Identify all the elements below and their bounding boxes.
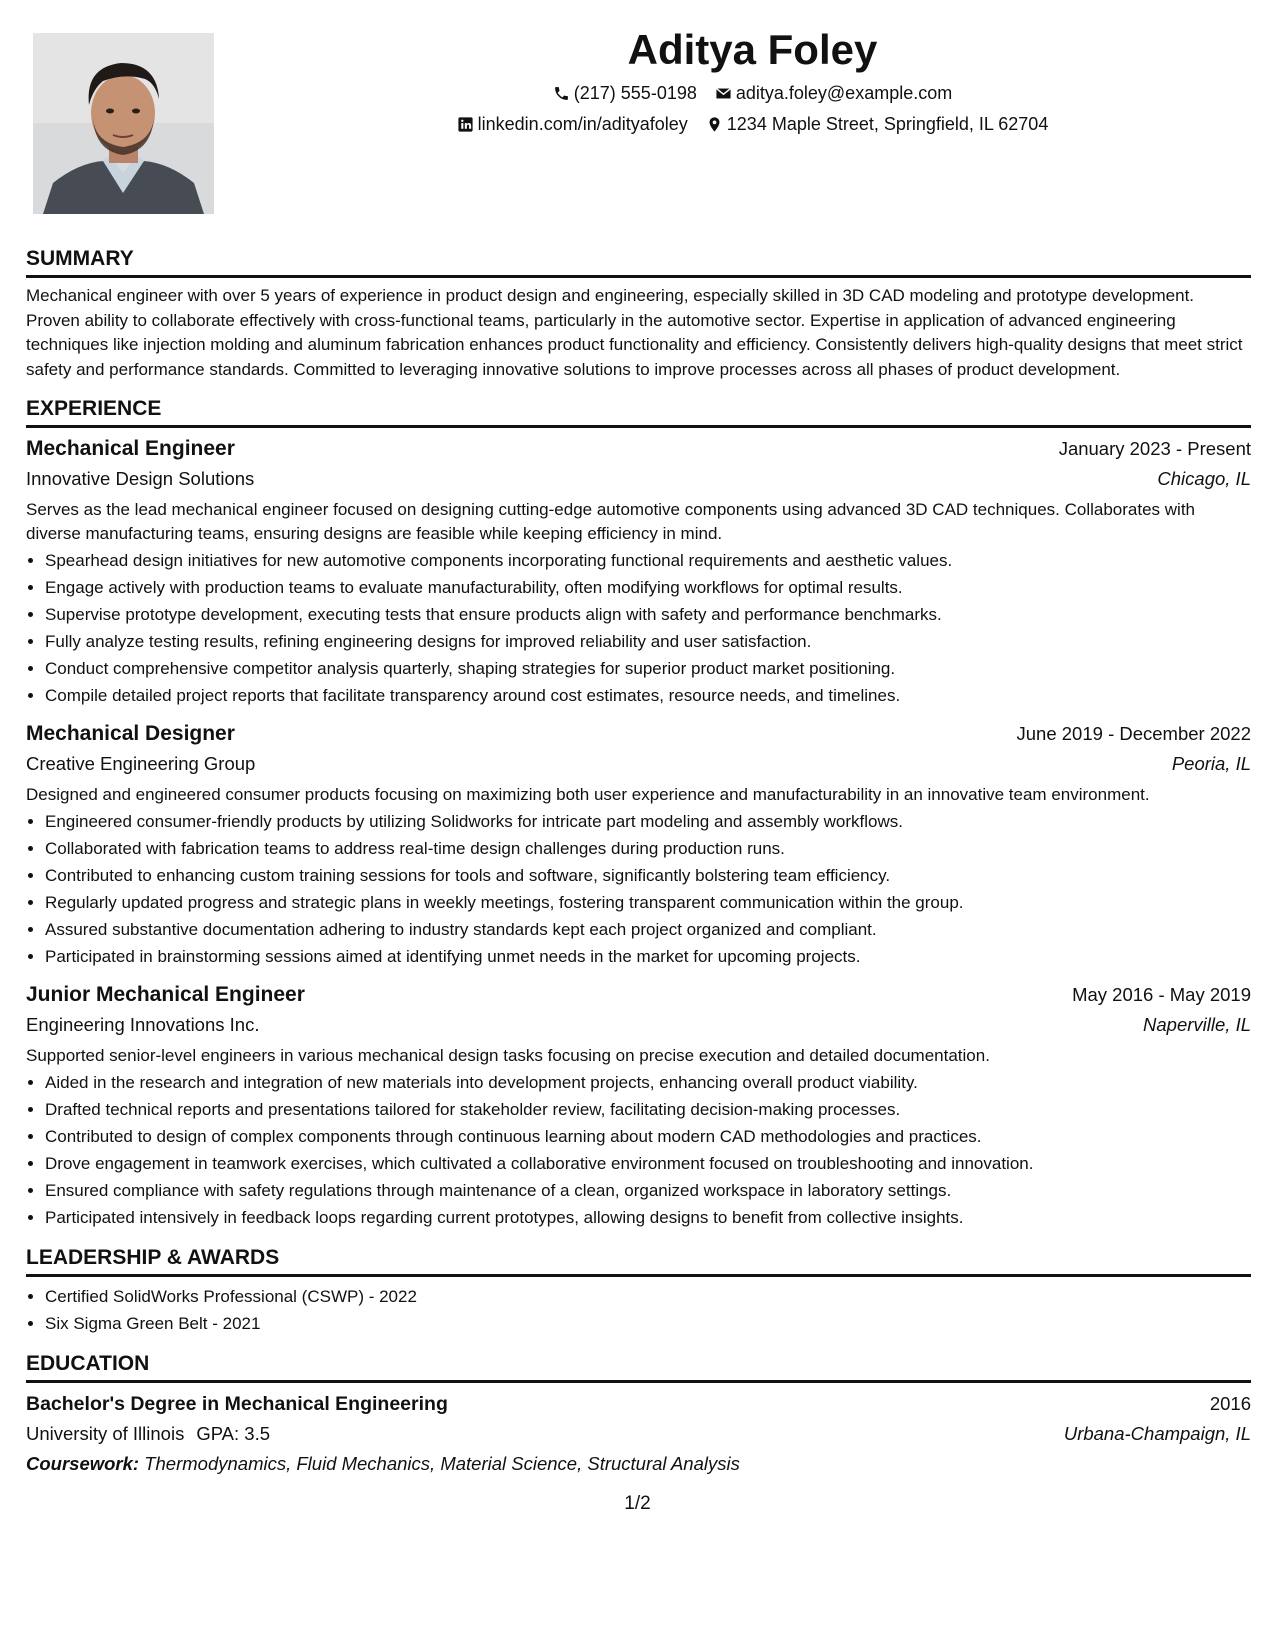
contact-address xyxy=(706,109,1049,140)
job-description: Designed and engineered consumer products focusing on maximizing both user experience and manufacturability in an innovative team environment. xyxy=(26,785,1150,804)
summary-section xyxy=(26,246,1251,382)
email-text[interactable]: aditya.foley@example.com xyxy=(735,83,953,103)
map-pin-icon xyxy=(706,116,723,133)
experience-section xyxy=(26,396,1251,1231)
linkedin-text[interactable]: linkedin.com/in/adityafoley xyxy=(477,114,688,134)
list-item: • Conduct comprehensive competitor analysis quarterly, shaping strategies for superior product market positioning. xyxy=(45,655,1251,682)
coursework-text: Thermodynamics, Fluid Mechanics, Material Science, Structural Analysis xyxy=(144,1453,740,1474)
list-item: • Aided in the research and integration of new materials into development projects, enhancing overall product viability. xyxy=(45,1069,1251,1096)
portrait-image xyxy=(33,33,214,214)
candidate-name: Aditya Foley xyxy=(627,26,878,73)
list-item: • Supervise prototype development, executing tests that ensure products align with safety and performance benchmarks. xyxy=(45,601,1251,628)
resume-content xyxy=(26,246,1251,1493)
list-item: • Participated intensively in feedback loops regarding current prototypes, allowing designs to benefit from collective insights. xyxy=(45,1204,1251,1231)
coursework-line xyxy=(26,1449,1251,1479)
job-company: Creative Engineering Group xyxy=(26,753,256,774)
job-location: Naperville, IL xyxy=(1143,1014,1251,1035)
job-bullets xyxy=(26,547,1251,709)
job-date: January 2023 - Present xyxy=(1058,438,1251,459)
profile-photo xyxy=(33,33,214,214)
list-item: • Fully analyze testing results, refining engineering designs for improved reliability and user satisfaction. xyxy=(45,628,1251,655)
list-item: • Assured substantive documentation adhering to industry standards kept each project organized and compliant. xyxy=(45,916,1251,943)
list-item: • Ensured compliance with safety regulations through maintenance of a clean, organized workspace in laboratory settings. xyxy=(45,1177,1251,1204)
list-item: • Engineered consumer-friendly products by utilizing Solidworks for intricate part modeling and assembly workflows. xyxy=(45,808,1251,835)
experience-heading: EXPERIENCE xyxy=(26,396,1251,428)
graduation-year: 2016 xyxy=(1209,1393,1251,1414)
summary-text: Mechanical engineer with over 5 years of experience in product design and engineering, especially skilled in 3D CAD modeling and prototype development. Proven ability to collaborate effectively with cross-functional teams, particularly in the automotive sector. Expertise in application of advanced engineering techniques like injection molding and aluminum fabrication enhances product functionality and efficiency. Consistently delivers high-quality designs that meet strict safety and performance standards. Committed to leveraging innovative solutions to improve processes across all phases of product development. xyxy=(26,286,1243,379)
coursework-label: Coursework: xyxy=(26,1453,140,1474)
list-item: • Drafted technical reports and presentations tailored for stakeholder review, facilitating decision-making processes. xyxy=(45,1096,1251,1123)
awards-list xyxy=(26,1283,1251,1337)
job-location: Peoria, IL xyxy=(1171,753,1251,774)
contact-line-2 xyxy=(230,109,1275,140)
contact-email[interactable] xyxy=(715,78,952,109)
page-number: 1/2 xyxy=(624,1493,651,1514)
job-entry xyxy=(26,434,1251,709)
list-item: • Regularly updated progress and strategic plans in weekly meetings, fostering transparent communication within the group. xyxy=(45,889,1251,916)
job-company: Innovative Design Solutions xyxy=(26,468,255,489)
degree-title: Bachelor's Degree in Mechanical Engineering xyxy=(26,1393,448,1415)
list-item: • Compile detailed project reports that facilitate transparency around cost estimates, resource needs, and timelines. xyxy=(45,682,1251,709)
list-item: • Certified SolidWorks Professional (CSWP) - 2022 xyxy=(45,1283,1251,1310)
phone-icon xyxy=(553,85,570,102)
education-heading: EDUCATION xyxy=(26,1351,1251,1383)
envelope-icon xyxy=(715,85,732,102)
job-entry xyxy=(26,980,1251,1231)
contact-linkedin[interactable] xyxy=(457,109,688,140)
job-location: Chicago, IL xyxy=(1157,468,1251,489)
phone-text: (217) 555-0198 xyxy=(573,83,697,103)
resume-header xyxy=(230,22,1275,140)
job-title: Mechanical Designer xyxy=(26,722,235,745)
awards-heading: LEADERSHIP & AWARDS xyxy=(26,1245,1251,1277)
job-bullets xyxy=(26,808,1251,970)
job-title: Junior Mechanical Engineer xyxy=(26,983,305,1006)
contact-phone xyxy=(553,78,697,109)
job-description: Supported senior-level engineers in various mechanical design tasks focusing on precise execution and detailed documentation. xyxy=(26,1046,990,1065)
school-name: University of Illinois xyxy=(26,1423,185,1444)
job-bullets xyxy=(26,1069,1251,1231)
list-item: • Contributed to design of complex components through continuous learning about modern CAD methodologies and practices. xyxy=(45,1123,1251,1150)
job-entry xyxy=(26,719,1251,970)
list-item: • Contributed to enhancing custom training sessions for tools and software, significantly bolstering team efficiency. xyxy=(45,862,1251,889)
school-line xyxy=(26,1419,270,1449)
list-item: • Participated in brainstorming sessions aimed at identifying unmet needs in the market for upcoming projects. xyxy=(45,943,1251,970)
summary-heading: SUMMARY xyxy=(26,246,1251,278)
list-item: • Collaborated with fabrication teams to address real-time design challenges during production runs. xyxy=(45,835,1251,862)
job-date: June 2019 - December 2022 xyxy=(1016,723,1251,744)
list-item: • Spearhead design initiatives for new automotive components incorporating functional requirements and aesthetic values. xyxy=(45,547,1251,574)
gpa-text: GPA: 3.5 xyxy=(196,1423,271,1444)
list-item: • Engage actively with production teams to evaluate manufacturability, often modifying workflows for optimal results. xyxy=(45,574,1251,601)
job-description: Serves as the lead mechanical engineer focused on designing cutting-edge automotive components using advanced 3D CAD techniques. Collaborates with diverse manufacturing teams, ensuring designs are feasible while keeping efficiency in mind. xyxy=(26,500,1195,543)
address-text: 1234 Maple Street, Springfield, IL 62704 xyxy=(726,114,1049,134)
awards-section xyxy=(26,1245,1251,1337)
job-date: May 2016 - May 2019 xyxy=(1072,984,1251,1005)
list-item: • Drove engagement in teamwork exercises, which cultivated a collaborative environment focused on troubleshooting and innovation. xyxy=(45,1150,1251,1177)
job-title: Mechanical Engineer xyxy=(26,437,235,460)
contact-line-1 xyxy=(230,78,1275,109)
school-location: Urbana-Champaign, IL xyxy=(1063,1423,1251,1444)
education-section xyxy=(26,1351,1251,1479)
job-company: Engineering Innovations Inc. xyxy=(26,1014,260,1035)
list-item: • Six Sigma Green Belt - 2021 xyxy=(45,1310,1251,1337)
linkedin-icon xyxy=(457,116,474,133)
